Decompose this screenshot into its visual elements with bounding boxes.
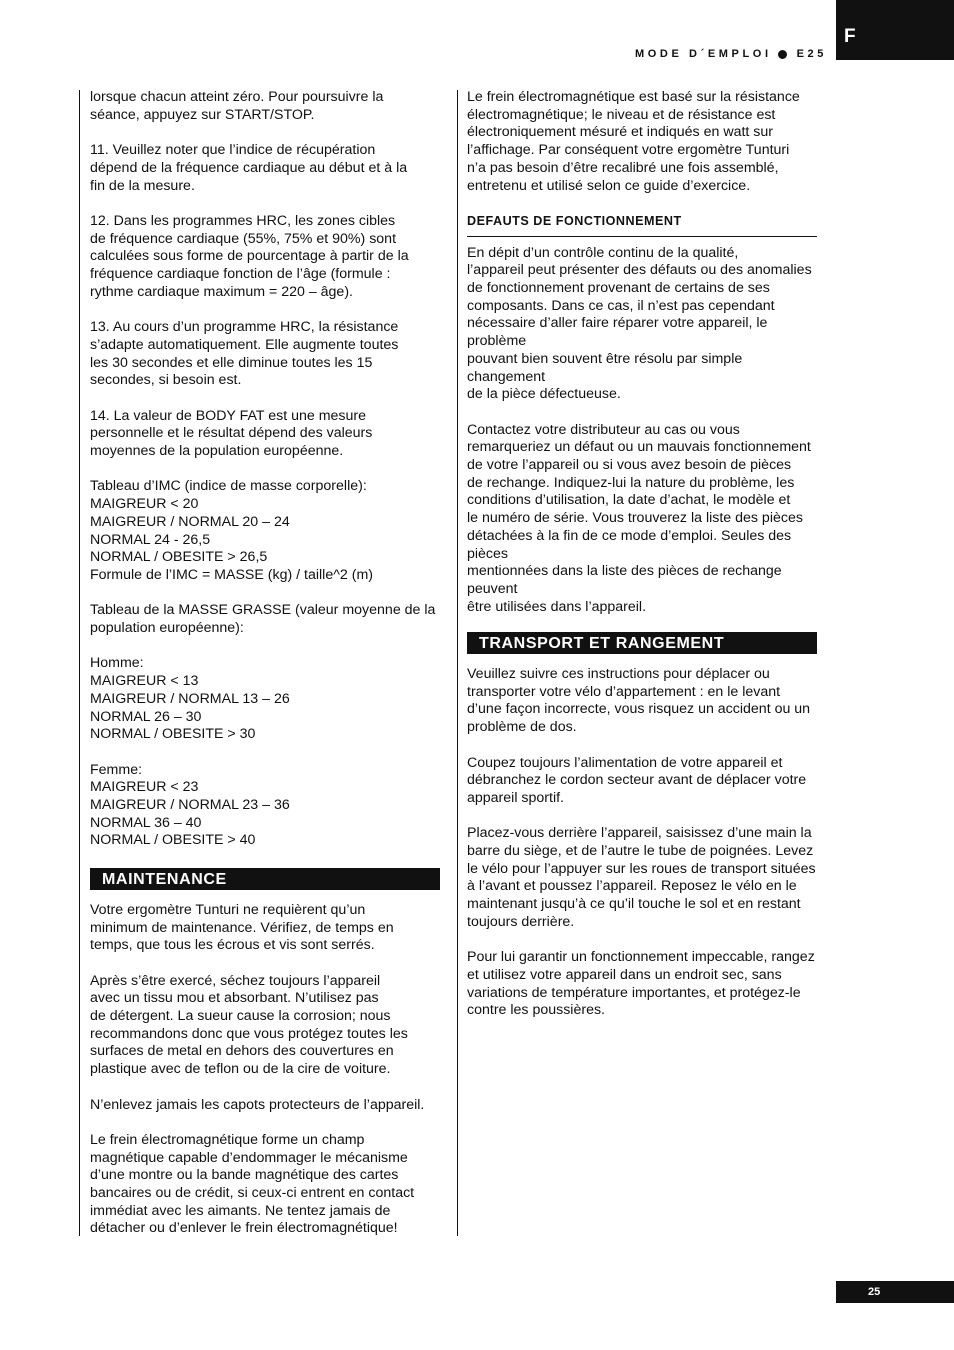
bmi-table: Tableau d’IMC (indice de masse corporelle): MAIGREUR < 20 MAIGREUR / NORMAL 20 – 24 NORMAL 24 - 26,5 NORMAL / OBESITE > 26,5 Formule de l’IMC = MASSE (kg) / taille^2 (m) xyxy=(90,478,373,583)
manual-label: MODE D´EMPLOI xyxy=(634,48,772,60)
paragraph: Contactez votre distributeur au cas ou vous remarqueriez un défaut ou un mauvais fonctionnement de votre l’appareil ou si vous avez besoin de pièces de rechange. Indiquez-lui la nature du problème, les conditions d’utilisation, la date d’achat, le modèle et le numéro de série. Vous trouverez la liste des pièces détachées à la fin de ce mode d’emploi. Seules des pièces mentionnées dans la liste des pièces de rechange peuvent être utilisées dans l’appareil. xyxy=(467,421,811,615)
page-number: 25 xyxy=(868,1286,881,1298)
paragraph: En dépit d’un contrôle continu de la qualité, l’appareil peut présenter des défauts ou des anomalies de fonctionnement provenant de certains de ses composants. Dans ce cas, il n’est pas cependant nécessaire d’aller faire réparer votre appareil, le problème pouvant bien souvent être résolu par simple changement de la pièce défectueuse. xyxy=(467,244,812,403)
paragraph: Placez-vous derrière l’appareil, saisissez d’une main la barre du siège, et de l’autre le tube de poignées. Levez le vélo pour l’appuyer sur les roues de transport situées à l’avant et poussez l’appareil. Reposez le vélo en le maintenant jusqu’à ce qu’il touche le sol et en restant toujours derrière. xyxy=(467,825,816,930)
section-heading-transport: TRANSPORT ET RANGEMENT xyxy=(467,632,817,654)
language-tab-label: F xyxy=(844,26,856,47)
paragraph: 14. La valeur de BODY FAT est une mesure personnelle et le résultat dépend des valeurs moyennes de la population européenne. xyxy=(90,407,373,459)
section-heading-defauts: DEFAUTS DE FONCTIONNEMENT xyxy=(467,213,817,237)
fat-table-men: Homme: MAIGREUR < 13 MAIGREUR / NORMAL 13 – 26 NORMAL 26 – 30 NORMAL / OBESITE > 30 xyxy=(90,655,290,743)
fat-table-women: Femme: MAIGREUR < 23 MAIGREUR / NORMAL 23 – 36 NORMAL 36 – 40 NORMAL / OBESITE > 40 xyxy=(90,761,290,849)
page-number-tab xyxy=(836,1281,954,1303)
paragraph: Coupez toujours l’alimentation de votre appareil et débranchez le cordon secteur avant de déplacer votre appareil sportif. xyxy=(467,754,807,806)
paragraph: Pour lui garantir un fonctionnement impeccable, rangez et utilisez votre appareil dans un endroit sec, sans variations de température importantes, et protégez-le contre les poussières. xyxy=(467,949,815,1019)
column-rule-middle xyxy=(457,90,458,1236)
right-column xyxy=(467,89,819,1038)
paragraph: Le frein électromagnétique est basé sur la résistance électromagnétique; le niveau et de résistance est électroniquement mésuré et indiqués en watt sur l’affichage. Par conséquent votre ergomètre Tunturi n’a pas besoin d’être recalibré une fois assemblé, entretenu et utilisé selon ce guide d’exercice. xyxy=(467,89,800,194)
paragraph: Votre ergomètre Tunturi ne requièrent qu’un minimum de maintenance. Vérifiez, de temps en temps, que tous les écrous et vis sont serrés. xyxy=(90,901,394,954)
language-tab xyxy=(836,0,954,60)
paragraph: lorsque chacun atteint zéro. Pour poursuivre la séance, appuyez sur START/STOP. xyxy=(90,89,384,123)
section-heading-maintenance: MAINTENANCE xyxy=(90,868,440,890)
paragraph: Après s’être exercé, séchez toujours l’appareil avec un tissu mou et absorbant. N’utilisez pas de détergent. La sueur cause la corrosion; nous recommandons donc que vous protégez toutes les surfaces de metal en dehors des couvertures en plastique avec de teflon ou de la cire de voiture. xyxy=(90,972,408,1078)
model-label: E25 xyxy=(796,48,827,60)
paragraph: Veuillez suivre ces instructions pour déplacer ou transporter votre vélo d’appartement : en le levant d’une façon incorrecte, vous risquez un accident ou un problème de dos. xyxy=(467,666,811,736)
paragraph: 13. Au cours d’un programme HRC, la résistance s’adapte automatiquement. Elle augmente toutes les 30 secondes et elle diminue toutes les 15 secondes, si besoin est. xyxy=(90,319,399,389)
bullet-dot xyxy=(778,50,787,59)
paragraph: Tableau de la MASSE GRASSE (valeur moyenne de la population européenne): xyxy=(90,602,436,636)
paragraph: N’enlevez jamais les capots protecteurs de l’appareil. xyxy=(90,1096,425,1113)
paragraph: 12. Dans les programmes HRC, les zones cibles de fréquence cardiaque (55%, 75% et 90%) sont calculées sous forme de pourcentage à partir de la fréquence cardiaque fonction de l’âge (formule : rythme cardiaque maximum = 220 – âge). xyxy=(90,212,409,300)
left-column xyxy=(90,89,442,1256)
column-rule-left xyxy=(79,90,80,1236)
running-header xyxy=(635,48,827,60)
paragraph: Le frein électromagnétique forme un champ magnétique capable d’endommager le mécanisme d’une montre ou la bande magnétique des cartes bancaires ou de crédit, si ceux-ci entrent en contact immédiat avec les aimants. Ne tentez jamais de détacher ou d’enlever le frein électromagnétique! xyxy=(90,1131,415,1237)
paragraph: 11. Veuillez noter que l’indice de récupération dépend de la fréquence cardiaque au début et à la fin de la mesure. xyxy=(90,142,408,194)
